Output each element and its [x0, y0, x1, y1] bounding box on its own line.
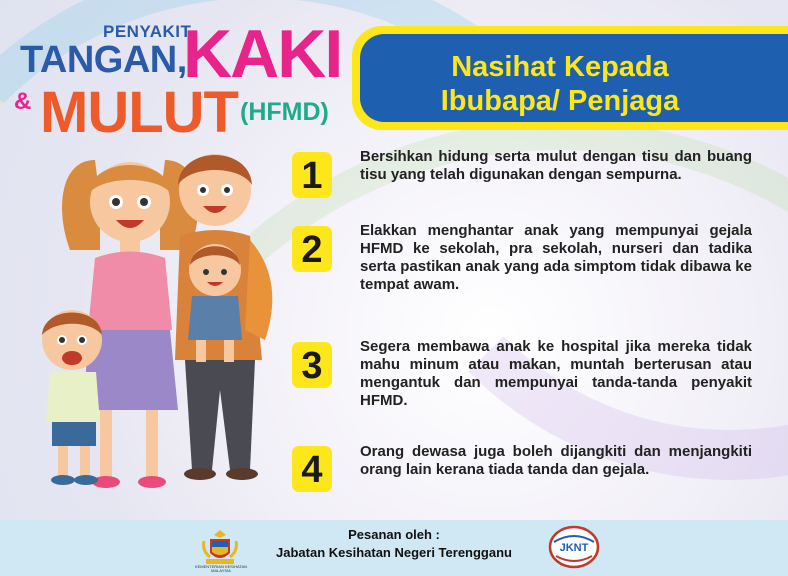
tip-number-badge: 1: [292, 152, 332, 198]
jknt-logo-icon: [548, 524, 600, 570]
tip-text: Orang dewasa juga boleh dijangkiti dan menjangkiti orang lain kerana tiada tanda dan gejala.: [360, 443, 752, 478]
tip-text: Elakkan menghantar anak yang mempunyai gejala HFMD ke sekolah, pra sekolah, nurseri dan tadika serta pastikan anak yang ada simptom tidak dibawa ke tempat awam.: [360, 222, 752, 293]
title-mulut: MULUT: [40, 80, 238, 145]
tip-number-badge: 2: [292, 226, 332, 272]
tip-text: Segera membawa anak ke hospital jika mereka tidak mahu minum atau makan, muntah berterusan atau mengantuk dan mempunyai tanda-tanda penyakit HFMD.: [360, 338, 752, 409]
family-illustration: [0, 140, 300, 520]
title-tangan: TANGAN,: [20, 39, 187, 81]
poster-title: [0, 0, 360, 150]
title-hfmd: (HFMD): [240, 98, 329, 126]
tip-number-badge: 3: [292, 342, 332, 388]
advice-banner-inner: [360, 34, 788, 122]
advice-banner-text: [360, 50, 760, 118]
footer: [0, 520, 788, 576]
boy-figure: [42, 310, 102, 485]
title-ampersand: &: [14, 88, 32, 115]
banner-line-1: Nasihat Kepada: [451, 51, 669, 83]
footer-message-by: Pesanan oleh :: [348, 527, 440, 542]
footer-department: Jabatan Kesihatan Negeri Terengganu: [276, 545, 512, 560]
advice-banner: [352, 26, 788, 130]
crest-caption: KEMENTERIAN KESIHATAN MALAYSIA: [194, 564, 248, 573]
title-penyakit: PENYAKIT: [103, 22, 192, 41]
tip-text: Bersihkan hidung serta mulut dengan tisu dan buang tisu yang telah digunakan dengan sempurna.: [360, 148, 752, 183]
tip-number-badge: 4: [292, 446, 332, 492]
jknt-logo-text: JKNT: [559, 542, 589, 554]
title-kaki: KAKI: [183, 16, 342, 92]
banner-line-2: Ibubapa/ Penjaga: [440, 85, 680, 117]
